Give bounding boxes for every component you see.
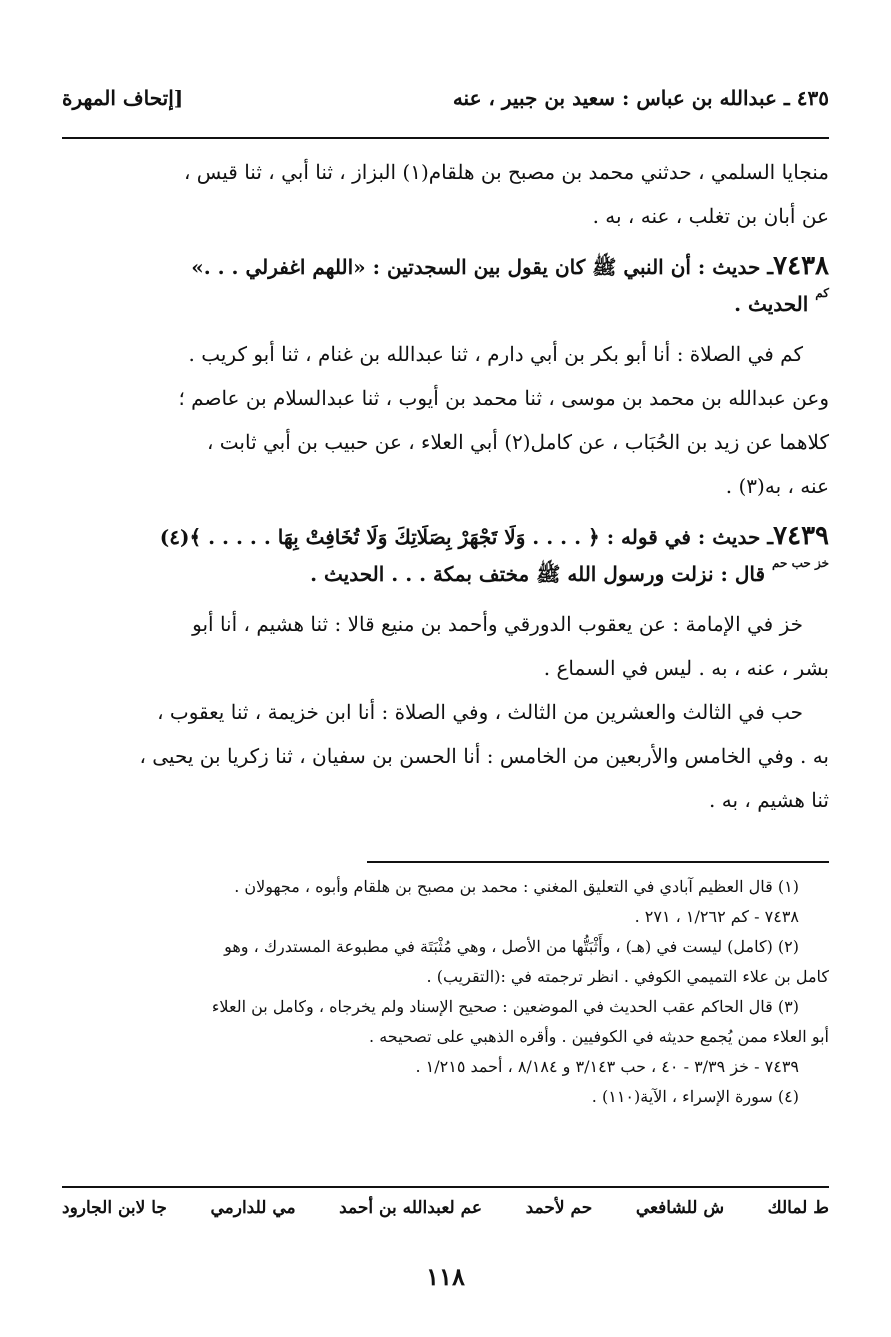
footnote: ٧٤٣٨ - كم ١/٢٦٢ ، ٢٧١ .: [634, 907, 799, 926]
hadith-7438-end: [62, 286, 829, 322]
source-code: كم: [815, 286, 829, 300]
abbreviation: حم لأحمد: [525, 1198, 593, 1218]
hadith-number: ٧٤٣٨: [773, 251, 829, 281]
hadith-7439-heading: [62, 514, 829, 559]
page-header: [62, 82, 829, 118]
footnote: أبو العلاء ممن يُجمع حديثه في الكوفيين . وأقره الذهبي على تصحيحه .: [369, 1027, 829, 1046]
main-text: [62, 150, 829, 822]
text-line: وعن عبدالله بن محمد بن موسى ، ثنا محمد بن أيوب ، ثنا عبدالسلام بن عاصم ؛: [178, 386, 829, 410]
text-line: ثنا هشيم ، به .: [709, 788, 829, 812]
text-line: حب في الثالث والعشرين من الثالث ، وفي الصلاة : أنا ابن خزيمة ، ثنا يعقوب ،: [157, 700, 803, 724]
footnote: (٤) سورة الإسراء ، الآية(١١٠) .: [591, 1087, 799, 1106]
abbreviation: ط لمالك: [767, 1198, 829, 1218]
text-line: عن أبان بن تغلب ، عنه ، به .: [592, 204, 829, 228]
abbreviation: مي للدارمي: [210, 1198, 296, 1218]
source-code: خز حب حم: [772, 556, 829, 570]
hadith-number: ٧٤٣٩: [773, 521, 829, 551]
footnote: كامل بن علاء التميمي الكوفي . انظر ترجمته في :(التقريب) .: [426, 967, 829, 986]
abbreviation: جا لابن الجارود: [62, 1198, 167, 1218]
footnote-rule: [367, 861, 829, 863]
abbreviation: ش للشافعي: [635, 1198, 725, 1218]
running-title: ٤٣٥ ـ عبدالله بن عباس : سعيد بن جبير ، عنه: [452, 86, 829, 110]
text-line: كلاهما عن زيد بن الحُبَاب ، عن كامل(٢) أبي العلاء ، عن حبيب بن أبي ثابت ،: [206, 430, 829, 454]
footnote: (٢) (كامل) ليست في (هـ) ، وأَثْبَتُّها من الأصل ، وهي مُثْبَتَة في مطبوعة المستدرك ، وهو: [224, 937, 799, 956]
hadith-7438-heading: [62, 244, 829, 289]
abbreviations-key: [62, 1198, 829, 1218]
abbreviation: عم لعبدالله بن أحمد: [339, 1198, 483, 1218]
hadith-text: ـ حديث : في قوله : ﴿ . . . . وَلَا تَجْهَرْ بِصَلَاتِكَ وَلَا تُخَافِتْ بِهَا . . . . . ﴾(٤): [159, 525, 774, 549]
hadith-7439-cont: [62, 556, 829, 592]
text-line: خز في الإمامة : عن يعقوب الدورقي وأحمد بن منيع قالا : ثنا هشيم ، أنا أبو: [192, 612, 803, 636]
book-title: [إتحاف المهرة: [62, 86, 184, 110]
footnote: ٧٤٣٩ - خز ٣/٣٩ - ٤٠ ، حب ٣/١٤٣ و ٨/١٨٤ ، أحمد ١/٢١٥ .: [415, 1057, 799, 1076]
text-line: قال : نزلت ورسول الله ﷺ مختف بمكة . . . الحديث .: [310, 562, 766, 586]
footnote: (٣) قال الحاكم عقب الحديث في الموضعين : صحيح الإسناد ولم يخرجاه ، وكامل بن العلاء: [211, 997, 799, 1016]
text-line: كم في الصلاة : أنا أبو بكر بن أبي دارم ، ثنا عبدالله بن غنام ، ثنا أبو كريب .: [188, 342, 803, 366]
text-line: عنه ، به(٣) .: [725, 474, 829, 498]
abbreviations-rule: [62, 1186, 829, 1188]
page-number: ١١٨: [426, 1262, 465, 1291]
text-line: به . وفي الخامس والأربعين من الخامس : أنا الحسن بن سفيان ، ثنا زكريا بن يحيى ،: [139, 744, 829, 768]
text-line: الحديث .: [734, 292, 809, 316]
text-line: بشر ، عنه ، به . ليس في السماع .: [543, 656, 829, 680]
text-line: منجايا السلمي ، حدثني محمد بن مصبح بن هلقام(١) البزاز ، ثنا أبي ، ثنا قيس ،: [183, 160, 829, 184]
footnote: (١) قال العظيم آبادي في التعليق المغني : محمد بن مصبح بن هلقام وأبوه ، مجهولان .: [234, 877, 799, 896]
hadith-text: ـ حديث : أن النبي ﷺ كان يقول بين السجدتين : «اللهم اغفرلي . . .»: [191, 255, 774, 279]
header-rule: [62, 137, 829, 139]
footnotes: [62, 872, 829, 1112]
